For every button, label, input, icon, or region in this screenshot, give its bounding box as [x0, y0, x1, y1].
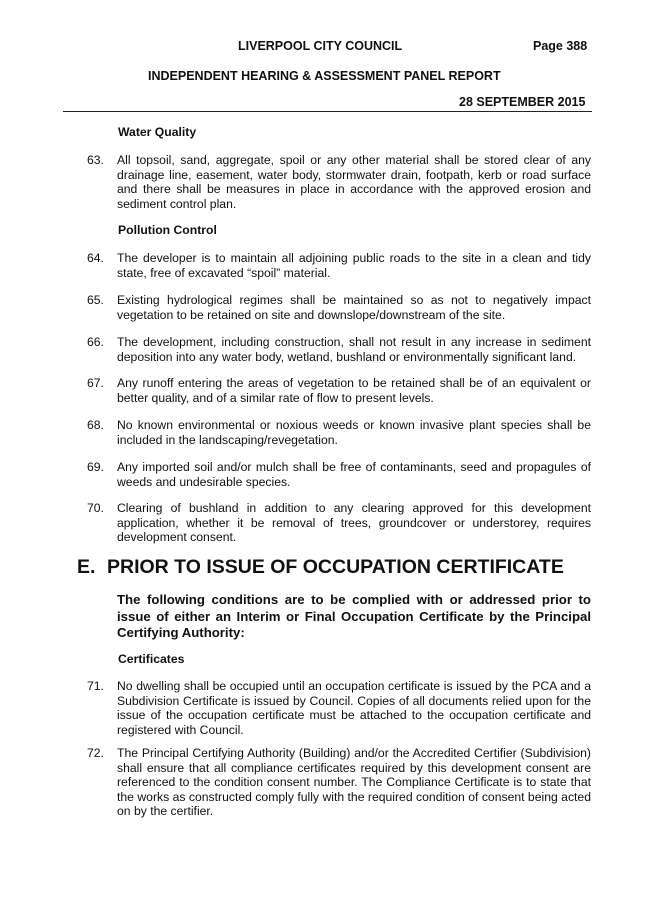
condition-number: 67.	[87, 376, 104, 390]
report-date: 28 SEPTEMBER 2015	[459, 95, 586, 109]
condition-item-68	[87, 418, 591, 447]
certificates-heading: Certificates	[118, 652, 185, 666]
condition-number: 72.	[87, 746, 104, 760]
condition-item-69	[87, 460, 591, 489]
section-e-title	[77, 556, 564, 579]
report-title: INDEPENDENT HEARING & ASSESSMENT PANEL REPORT	[148, 69, 501, 83]
condition-number: 63.	[87, 153, 104, 167]
condition-text: The Principal Certifying Authority (Building) and/or the Accredited Certifier (Subdivision) shall ensure that all compliance certificates required by this development consent are referenced to the condition consent number. The Compliance Certificate is to state that the works as constructed comply fully with the required condition of consent being acted on by the certifier.	[117, 746, 591, 819]
condition-number: 70.	[87, 501, 104, 515]
section-title-text: PRIOR TO ISSUE OF OCCUPATION CERTIFICATE	[107, 556, 564, 578]
condition-number: 71.	[87, 679, 104, 693]
condition-number: 64.	[87, 251, 104, 265]
condition-text: Any imported soil and/or mulch shall be free of contaminants, seed and propagules of weeds and undesirable species.	[117, 460, 591, 489]
pollution-control-heading: Pollution Control	[118, 223, 217, 237]
page-number: Page 388	[533, 39, 588, 53]
condition-item-70	[87, 501, 591, 545]
council-name: LIVERPOOL CITY COUNCIL	[238, 39, 403, 53]
condition-item-67	[87, 376, 591, 405]
water-quality-heading: Water Quality	[118, 125, 197, 139]
condition-text: Any runoff entering the areas of vegetation to be retained shall be of an equivalent or better quality, and of a similar rate of flow to present levels.	[117, 376, 591, 405]
condition-item-65	[87, 293, 591, 322]
condition-text: No dwelling shall be occupied until an occupation certificate is issued by the PCA and a Subdivision Certificate is issued by Council. Copies of all documents relied upon for the issue of the occupation certificate must be attached to the occupation certificate and registered with Council.	[117, 679, 591, 737]
condition-text: The development, including construction, shall not result in any increase in sediment deposition into any water body, wetland, bushland or environmentally significant land.	[117, 335, 591, 364]
condition-text: No known environmental or noxious weeds or known invasive plant species shall be included in the landscaping/revegetation.	[117, 418, 591, 447]
condition-item-71	[87, 679, 591, 737]
condition-text: Existing hydrological regimes shall be maintained so as not to negatively impact vegetation to be retained on site and downslope/downstream of the site.	[117, 293, 591, 322]
condition-item-72	[87, 746, 591, 819]
condition-number: 69.	[87, 460, 104, 474]
section-letter: E.	[77, 556, 96, 578]
section-e-intro: The following conditions are to be complied with or addressed prior to issue of either an Interim or Final Occupation Certificate by the Principal Certifying Authority:	[117, 592, 591, 640]
condition-item-63	[87, 153, 591, 211]
condition-text: All topsoil, sand, aggregate, spoil or any other material shall be stored clear of any drainage line, easement, water body, stormwater drain, footpath, kerb or road surface and there shall be measures in place in accordance with the approved erosion and sediment control plan.	[117, 153, 591, 211]
condition-number: 68.	[87, 418, 104, 432]
condition-number: 65.	[87, 293, 104, 307]
header-divider	[63, 111, 592, 112]
condition-item-64	[87, 251, 591, 280]
condition-item-66	[87, 335, 591, 364]
condition-text: Clearing of bushland in addition to any clearing approved for this development application, whether it be removal of trees, groundcover or understorey, requires development consent.	[117, 501, 591, 545]
condition-text: The developer is to maintain all adjoining public roads to the site in a clean and tidy state, free of excavated “spoil” material.	[117, 251, 591, 280]
condition-number: 66.	[87, 335, 104, 349]
